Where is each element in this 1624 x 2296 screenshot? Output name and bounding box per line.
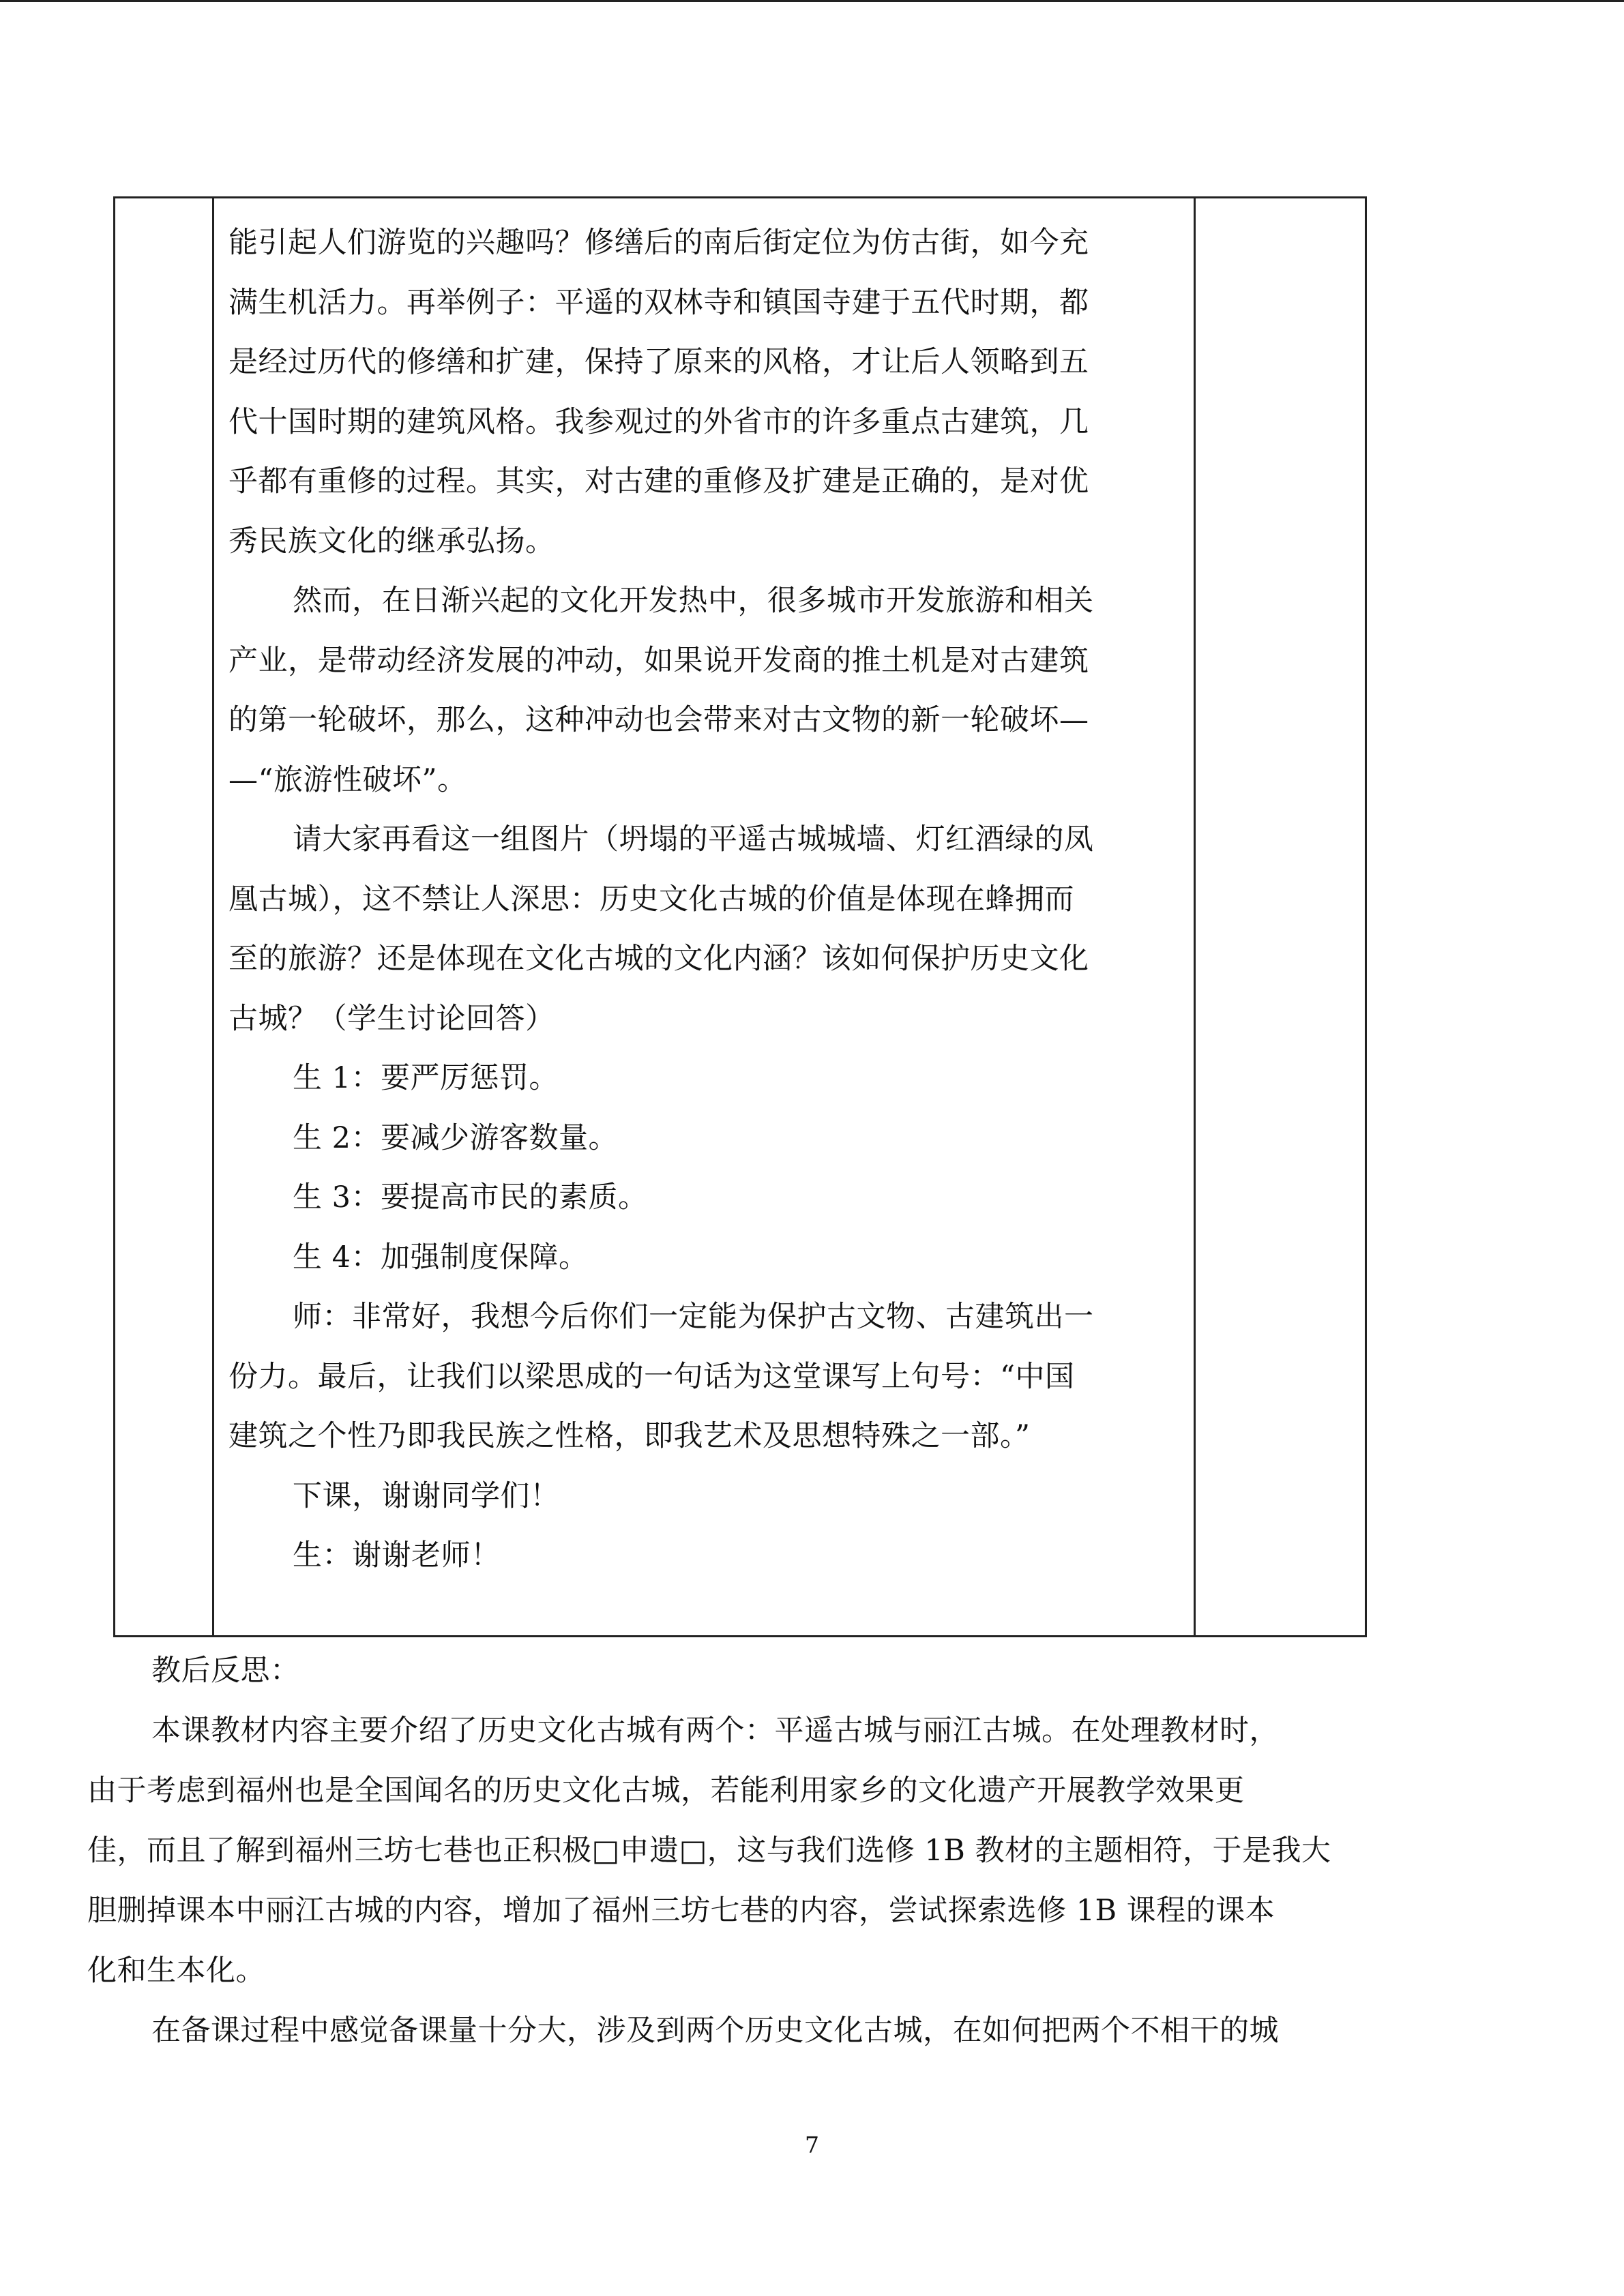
content-line: 生 3：要提高市民的素质。 [293, 1180, 648, 1214]
content-line: 的第一轮破坏，那么，这种冲动也会带来对古文物的新一轮破坏— [228, 703, 1089, 737]
table-column-divider-right [1194, 198, 1196, 1635]
content-line: 请大家再看这一组图片（坍塌的平遥古城城墙、灯红酒绿的凤 [293, 822, 1094, 856]
reflection-line: 胆删掉课本中丽江古城的内容，增加了福州三坊七巷的内容，尝试探索选修 1B 课程的课本 [87, 1894, 1275, 1928]
content-line: 师：非常好，我想今后你们一定能为保护古文物、古建筑出一 [293, 1300, 1094, 1334]
table-column-divider-left [212, 198, 214, 1635]
reflection-section [87, 1641, 1488, 2061]
top-border-line [0, 0, 1624, 2]
content-line: —“旅游性破坏”。 [228, 762, 467, 797]
content-line: 乎都有重修的过程。其实，对古建的重修及扩建是正确的，是对优 [228, 464, 1089, 498]
page-number: 7 [805, 2132, 819, 2158]
lesson-content-cell [228, 213, 1182, 1586]
content-line: 能引起人们游览的兴趣吗？修缮后的南后街定位为仿古街，如今充 [228, 226, 1089, 260]
content-line: 然而，在日渐兴起的文化开发热中，很多城市开发旅游和相关 [293, 584, 1094, 618]
content-line: 秀民族文化的继承弘扬。 [228, 524, 555, 558]
reflection-body [87, 1701, 1488, 2061]
content-line: 古城？（学生讨论回答） [228, 1001, 555, 1036]
reflection-line: 本课教材内容主要介绍了历史文化古城有两个：平遥古城与丽江古城。在处理教材时， [151, 1714, 1279, 1748]
content-line: 凰古城），这不禁让人深思：历史文化古城的价值是体现在蜂拥而 [228, 882, 1074, 916]
content-line: 生 4：加强制度保障。 [293, 1240, 589, 1274]
content-line: 满生机活力。再举例子：平遥的双林寺和镇国寺建于五代时期，都 [228, 285, 1089, 320]
reflection-line: 由于考虑到福州也是全国闻名的历史文化古城，若能利用家乡的文化遗产开展教学效果更 [87, 1774, 1245, 1808]
reflection-line: 化和生本化。 [87, 1954, 265, 1988]
content-line: 份力。最后，让我们以梁思成的一句话为这堂课写上句号：“中国 [228, 1359, 1075, 1394]
content-line: 代十国时期的建筑风格。我参观过的外省市的许多重点古建筑，几 [228, 404, 1089, 439]
content-line: 生：谢谢老师！ [293, 1538, 501, 1572]
content-line: 产业，是带动经济发展的冲动，如果说开发商的推土机是对古建筑 [228, 643, 1089, 678]
content-line: 建筑之个性乃即我民族之性格，即我艺术及思想特殊之一部。” [228, 1419, 1031, 1453]
content-line: 生 2：要减少游客数量。 [293, 1120, 619, 1155]
content-line: 至的旅游？还是体现在文化古城的文化内涵？该如何保护历史文化 [228, 942, 1089, 976]
reflection-heading: 教后反思： [151, 1654, 300, 1688]
reflection-line: 在备课过程中感觉备课量十分大，涉及到两个历史文化古城，在如何把两个不相干的城 [151, 2014, 1279, 2048]
content-line: 生 1：要严厉惩罚。 [293, 1061, 559, 1095]
reflection-line: 佳，而且了解到福州三坊七巷也正积极□申遗□，这与我们选修 1B 教材的主题相符，于是我大 [87, 1834, 1331, 1868]
lesson-table [113, 196, 1367, 1637]
content-line: 是经过历代的修缮和扩建，保持了原来的风格，才让后人领略到五 [228, 345, 1089, 379]
content-line: 下课，谢谢同学们！ [293, 1478, 560, 1513]
